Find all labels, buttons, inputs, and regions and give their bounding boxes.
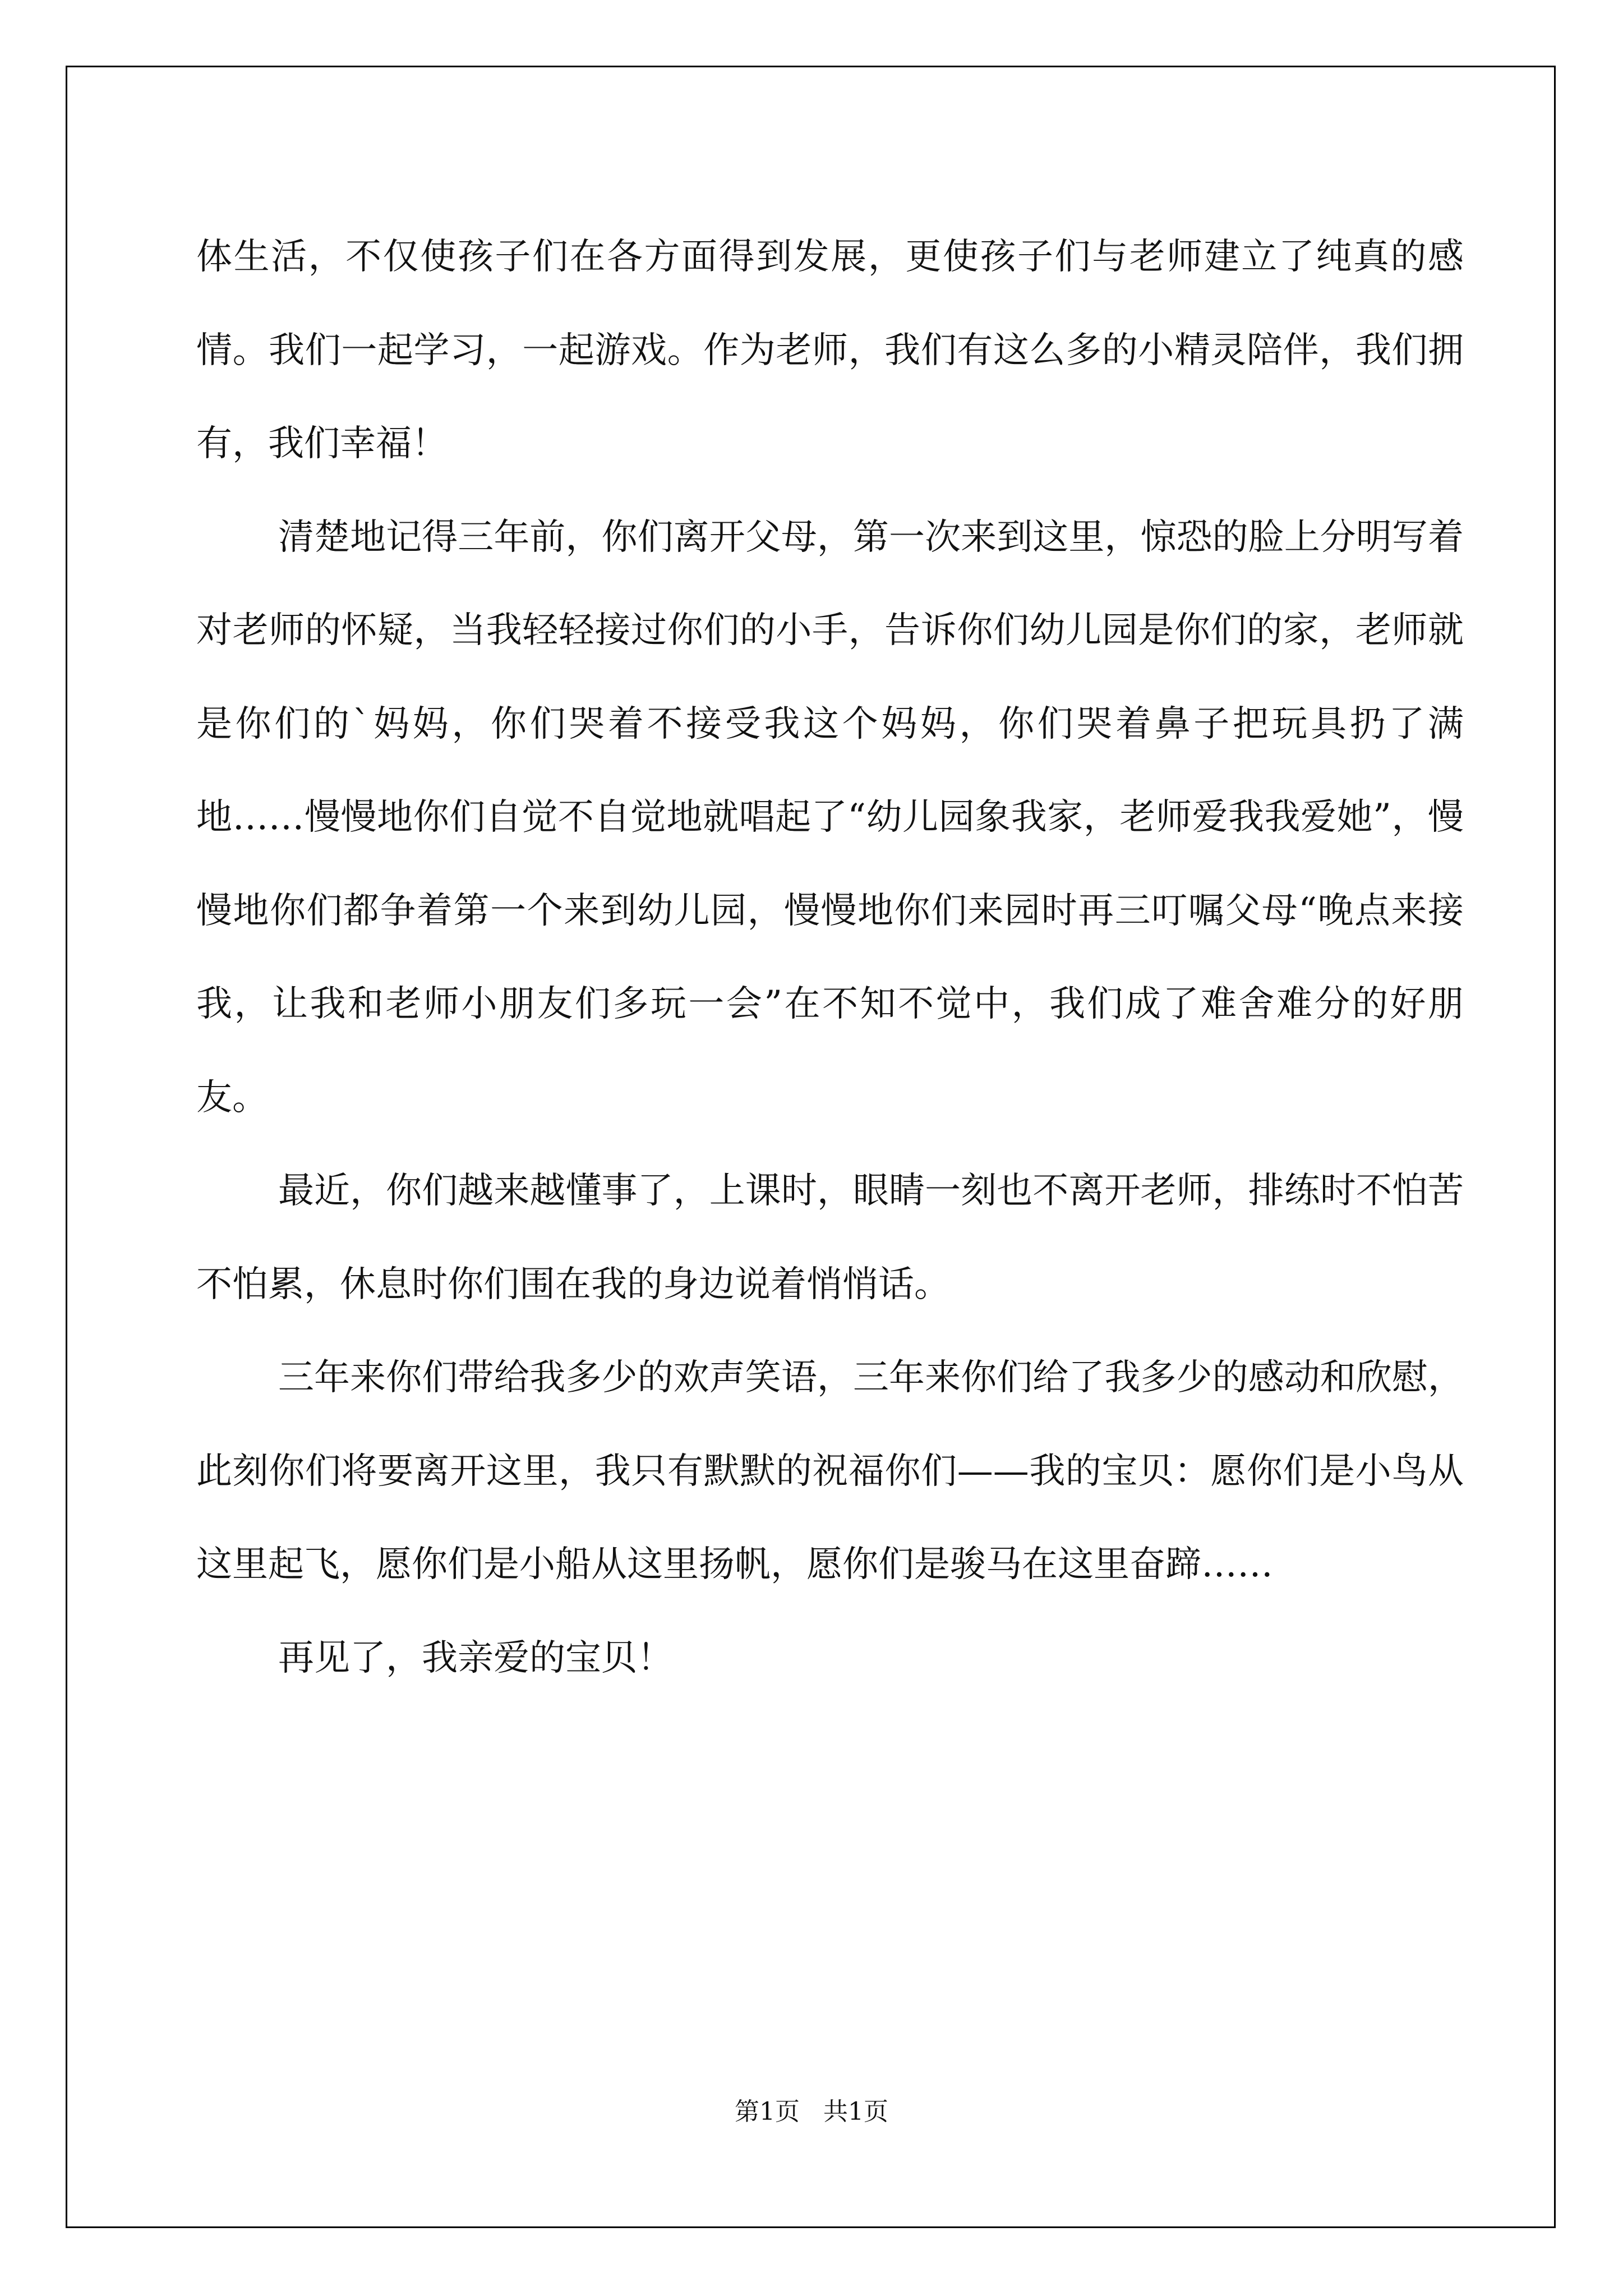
page-footer [0, 2095, 1623, 2129]
paragraph-3: 最近，你们越来越懂事了，上课时，眼睛一刻也不离开老师，排练时不怕苦不怕累，休息时你们围在我的身边说着悄悄话。 [196, 1170, 1464, 1305]
document-body [196, 210, 1464, 1705]
paragraph-2: 清楚地记得三年前，你们离开父母，第一次来到这里，惊恐的脸上分明写着对老师的怀疑，当我轻轻接过你们的小手，告诉你们幼儿园是你们的家，老师就是你们的`妈妈，你们哭着不接受我这个妈妈，你们哭着鼻子把玩具扔了满地……慢慢地你们自觉不自觉地就唱起了“幼儿园象我家，老师爱我我爱她”，慢慢地你们都争着第一个来到幼儿园，慢慢地你们来园时再三叮嘱父母“晚点来接我，让我和老师小朋友们多玩一会”在不知不觉中，我们成了难舍难分的好朋友。 [196, 516, 1464, 1119]
page-total: 共1页 [823, 2097, 888, 2126]
page-number: 第1页 [735, 2097, 800, 2126]
paragraph-4: 三年来你们带给我多少的欢声笑语，三年来你们给了我多少的感动和欣慰，此刻你们将要离开这里，我只有默默的祝福你们——我的宝贝：愿你们是小鸟从这里起飞，愿你们是小船从这里扬帆，愿你们是骏马在这里奋蹄…… [196, 1357, 1464, 1585]
paragraph-5: 再见了，我亲爱的宝贝！ [278, 1637, 673, 1679]
paragraph-1: 体生活，不仅使孩子们在各方面得到发展，更使孩子们与老师建立了纯真的感情。我们一起学习，一起游戏。作为老师，我们有这么多的小精灵陪伴，我们拥有，我们幸福！ [196, 236, 1464, 464]
